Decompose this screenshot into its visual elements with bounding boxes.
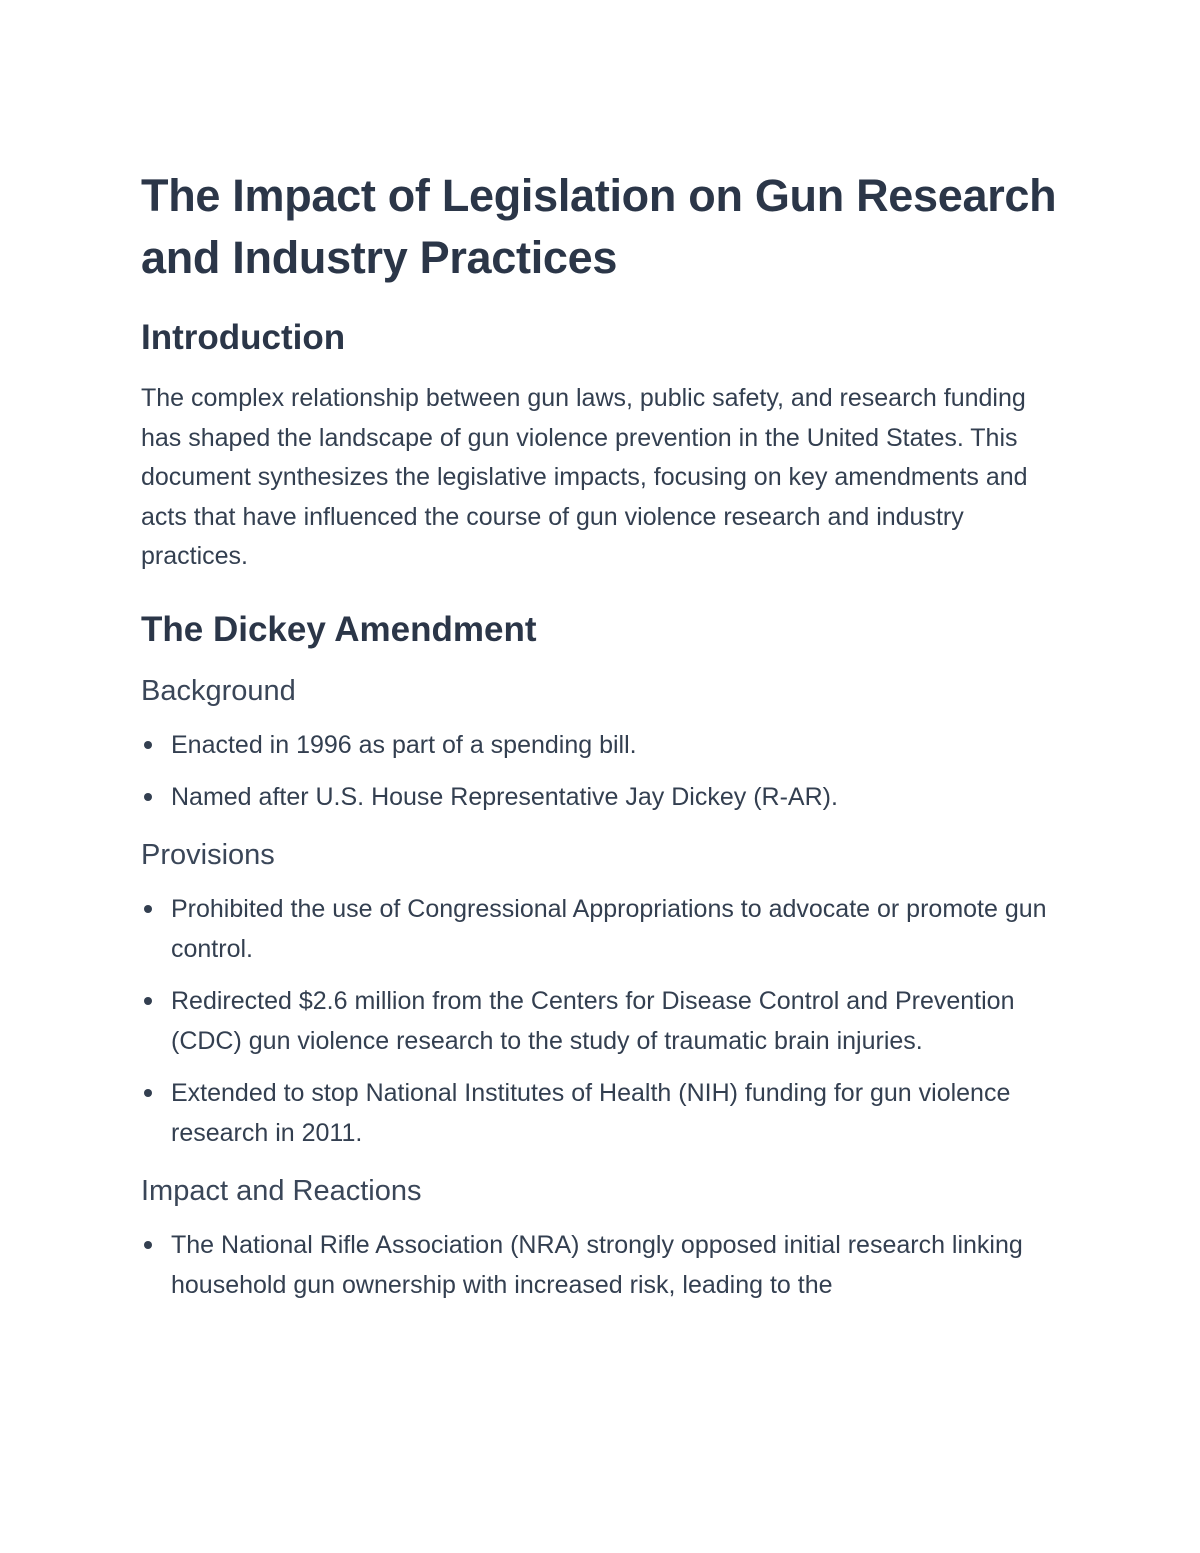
- list-item: [141, 1225, 1071, 1305]
- bullet-icon: [144, 905, 152, 913]
- list-item-text: Prohibited the use of Congressional Appropriations to advocate or promote gun control.: [171, 894, 1047, 963]
- introduction-paragraph: The complex relationship between gun laws, public safety, and research funding has shaped the landscape of gun violence prevention in the United States. This document synthesizes the legislative impacts, focusing on key amendments and acts that have influenced the course of gun violence research and industry practices.: [141, 384, 1028, 570]
- list-item: [141, 889, 1071, 969]
- impact-list: [141, 1225, 1071, 1305]
- impact-heading: Impact and Reactions: [141, 1174, 422, 1207]
- list-item: [141, 981, 1071, 1061]
- document-page: [141, 165, 1071, 1323]
- list-item: [141, 777, 1071, 817]
- list-item-text: Named after U.S. House Representative Jay Dickey (R-AR).: [171, 782, 838, 811]
- dickey-amendment-heading: The Dickey Amendment: [141, 609, 537, 649]
- background-list: [141, 725, 1071, 817]
- introduction-heading: Introduction: [141, 318, 346, 357]
- list-item-text: The National Rifle Association (NRA) strongly opposed initial research linking household gun ownership with increased risk, leading to the: [171, 1230, 1023, 1299]
- document-title: The Impact of Legislation on Gun Research and Industry Practices: [141, 170, 1057, 283]
- bullet-icon: [144, 1089, 152, 1097]
- provisions-heading: Provisions: [141, 838, 275, 871]
- bullet-icon: [144, 1241, 152, 1249]
- provisions-list: [141, 889, 1071, 1153]
- bullet-icon: [144, 997, 152, 1005]
- bullet-icon: [144, 741, 152, 749]
- background-heading: Background: [141, 674, 296, 707]
- bullet-icon: [144, 793, 152, 801]
- list-item-text: Redirected $2.6 million from the Centers for Disease Control and Prevention (CDC) gun violence research to the study of traumatic brain injuries.: [171, 986, 1015, 1055]
- list-item: [141, 725, 1071, 765]
- list-item-text: Enacted in 1996 as part of a spending bill.: [171, 730, 637, 759]
- list-item: [141, 1073, 1071, 1153]
- list-item-text: Extended to stop National Institutes of Health (NIH) funding for gun violence research in 2011.: [171, 1078, 1011, 1147]
